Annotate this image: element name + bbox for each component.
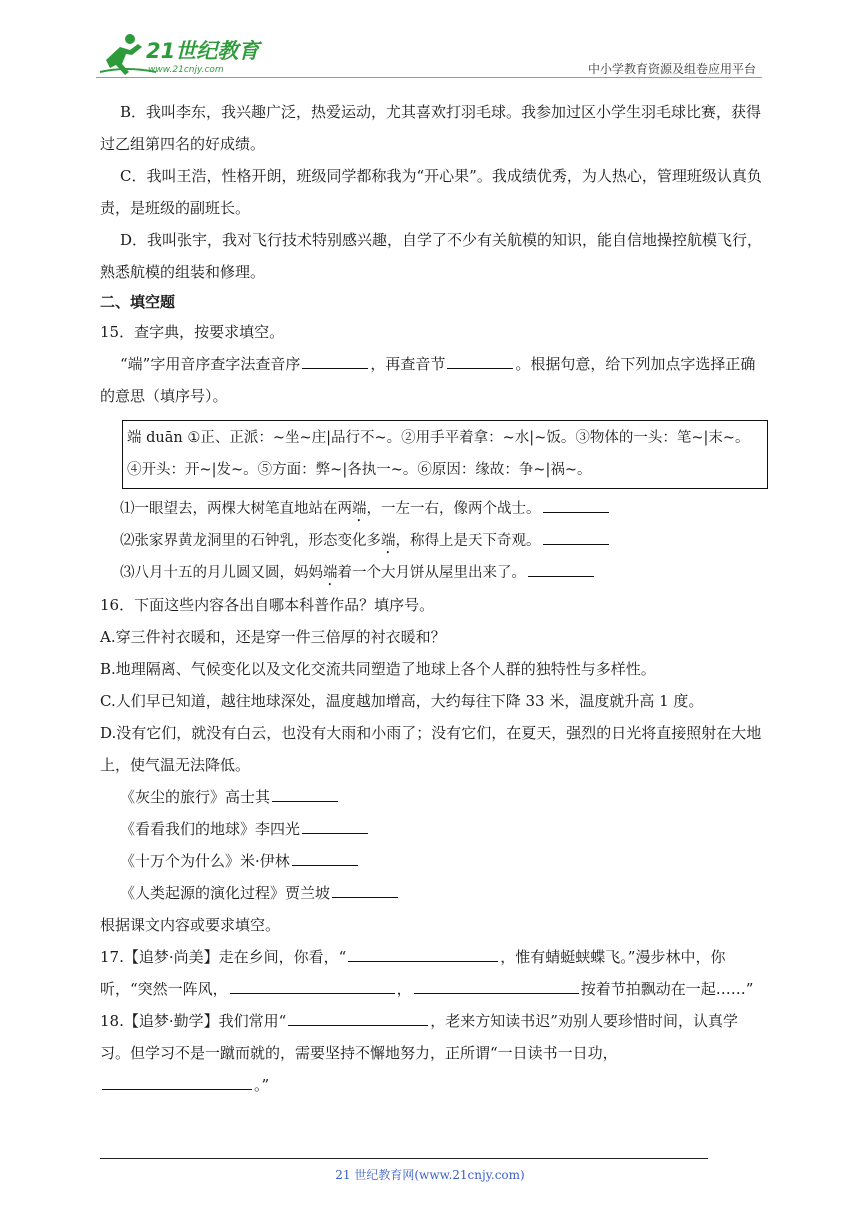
site-logo (96, 30, 266, 78)
q16-option-a: A.穿三件衬衣暖和，还是穿一件三倍厚的衬衣暖和？ (100, 628, 446, 646)
answer-blank[interactable] (102, 1071, 252, 1090)
answer-blank[interactable] (332, 879, 398, 898)
page-footer: 21 世纪教育网(www.21cnjy.com) (335, 1168, 525, 1182)
q16-book-2: 《看看我们的地球》李四光 (100, 813, 766, 845)
svg-text:21世纪教育: 21世纪教育 (146, 39, 260, 63)
q15-title: 15．查字典，按要求填空。 (100, 323, 285, 341)
q15-item-1: ⑴一眼望去，两棵大树笔直地站在两端，一左一右，像两个战士。 (100, 493, 766, 525)
section-title: 二、填空题 (100, 293, 176, 311)
q16-option-d: D.没有它们，就没有白云，也没有大雨和小雨了；没有它们，在夏天，强烈的日光将直接照射在大地上，使气温无法降低。 (100, 724, 762, 774)
header-divider (96, 77, 762, 78)
platform-label: 中小学教育资源及组卷应用平台 (587, 62, 756, 76)
answer-blank[interactable] (528, 558, 594, 577)
answer-blank[interactable] (230, 975, 395, 994)
q16-option-c: C.人们早已知道，越往地球深处，温度越加增高，大约每往下降 33 米，温度就升高 1 度。 (100, 692, 704, 710)
answer-blank[interactable] (302, 815, 368, 834)
page-header (96, 30, 762, 78)
dictionary-entry: 端 duān ①正、正派：~坐~庄|品行不~。②用手平着拿：~水|~饭。③物体的一头：笔~|末~。④开头：开~|发~。⑤方面：弊~|各执一~。⑥原因：缘故：争~|祸~。 (127, 430, 750, 478)
answer-blank[interactable] (543, 494, 609, 513)
fill-intro: 根据课文内容或要求填空。 (100, 916, 281, 934)
content (100, 96, 766, 1101)
answer-blank[interactable] (348, 943, 498, 962)
q16-title: 16．下面这些内容各出自哪本科普作品？填序号。 (100, 596, 435, 614)
q17: 17.【追梦·尚美】走在乡间，你看，“ ，惟有蜻蜓蛱蝶飞。”漫步林中，你听，“突然一阵风， ， 按着节拍飘动在一起……” (100, 941, 766, 1005)
answer-blank[interactable] (414, 975, 579, 994)
footer-divider (100, 1158, 708, 1159)
answer-blank[interactable] (543, 526, 609, 545)
q16-option-b: B.地理隔离、气候变化以及文化交流共同塑造了地球上各个人群的独特性与多样性。 (100, 660, 656, 678)
q15-item-2: ⑵张家界黄龙洞里的石钟乳，形态变化多端，称得上是天下奇观。 (100, 525, 766, 557)
answer-blank[interactable] (302, 350, 368, 369)
answer-blank[interactable] (447, 350, 513, 369)
dictionary-entry-box (122, 420, 768, 489)
q15-item-3: ⑶八月十五的月儿圆又圆，妈妈端着一个大月饼从屋里出来了。 (100, 557, 766, 589)
answer-blank[interactable] (292, 847, 358, 866)
q14-option-c: C．我叫王浩，性格开朗，班级同学都称我为“开心果”。我成绩优秀，为人热心，管理班级认真负责，是班级的副班长。 (100, 167, 762, 217)
q18: 18.【追梦·勤学】我们常用“ ，老来方知读书迟”劝别人要珍惜时间，认真学习。但学习不是一蹴而就的，需要坚持不懈地努力，正所谓“一日读书一日功，。” (100, 1005, 766, 1101)
q16-book-3: 《十万个为什么》米·伊林 (100, 845, 766, 877)
q16-book-4: 《人类起源的演化过程》贾兰坡 (100, 877, 766, 909)
svg-text:www.21cnjy.com: www.21cnjy.com (148, 65, 224, 75)
answer-blank[interactable] (272, 783, 338, 802)
answer-blank[interactable] (288, 1007, 428, 1026)
q14-option-b: B．我叫李东，我兴趣广泛，热爱运动，尤其喜欢打羽毛球。我参加过区小学生羽毛球比赛，获得过乙组第四名的好成绩。 (100, 103, 762, 153)
q15-intro: “端”字用音序查字法查音序 ，再查音节 。根据句意，给下列加点字选择正确的意思（填序号）。 (100, 348, 766, 412)
q16-book-1: 《灰尘的旅行》高士其 (100, 781, 766, 813)
q14-option-d: D．我叫张宇，我对飞行技术特别感兴趣，自学了不少有关航模的知识，能自信地操控航模飞行，熟悉航模的组装和修理。 (100, 231, 763, 281)
